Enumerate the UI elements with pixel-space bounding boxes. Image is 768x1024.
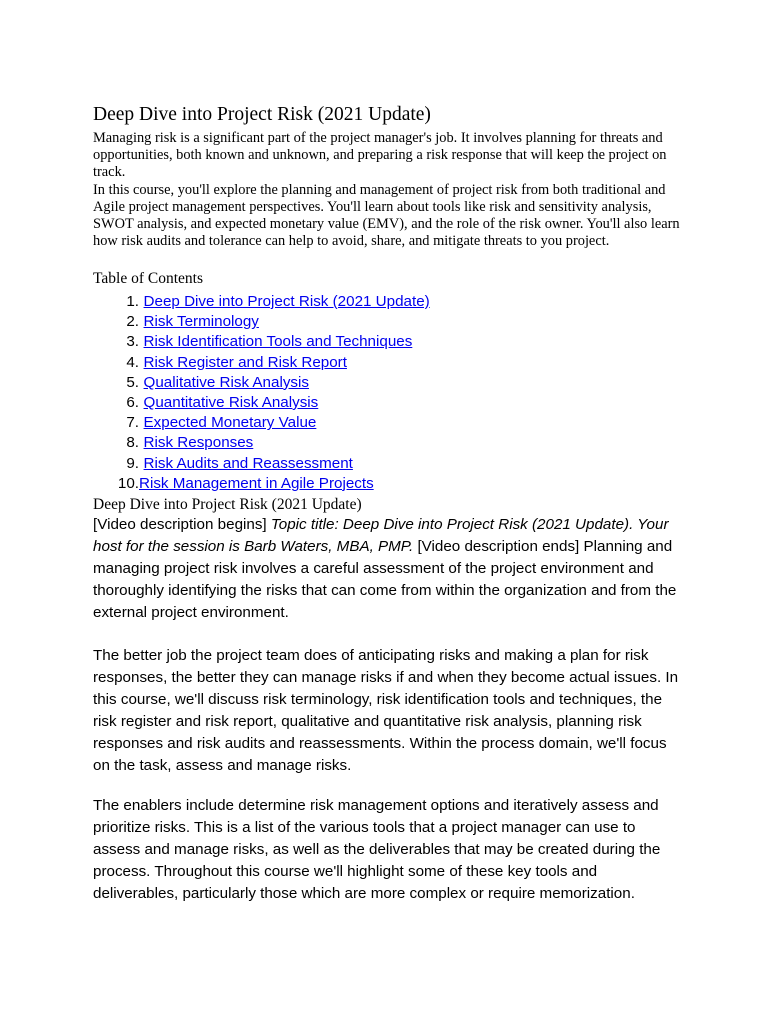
toc-item	[93, 373, 430, 393]
toc-item	[93, 353, 430, 373]
toc-item-number: 4.	[126, 353, 139, 371]
video-description-end: [Video description ends]	[417, 537, 580, 555]
video-topic: Topic title: Deep Dive into Project Risk (2021 Update). Your host for the session is Barb Waters, MBA, PMP.	[93, 516, 669, 555]
toc-item	[93, 433, 430, 453]
toc-link[interactable]: Risk Audits and Reassessment	[143, 454, 353, 472]
toc-item-number: 8.	[126, 434, 139, 452]
toc-item-number: 9.	[126, 454, 139, 472]
toc-link[interactable]: Risk Management in Agile Projects	[139, 474, 374, 492]
toc-item-number: 7.	[126, 414, 139, 432]
toc-link[interactable]: Risk Terminology	[143, 313, 259, 331]
toc-item	[93, 474, 430, 494]
intro-paragraph-1: Managing risk is a significant part of the project manager's job. It involves planning for threats and opportunities, both known and unknown, and preparing a risk response that will keep the project on track.	[93, 130, 667, 180]
toc-link[interactable]: Expected Monetary Value	[143, 414, 317, 432]
toc-item	[93, 413, 430, 433]
section-paragraph-2: The better job the project team does of anticipating risks and making a plan for risk responses, the better they can manage risks if and when they become actual issues. In this course, we'll discuss risk terminology, risk identification tools and techniques, the risk register and risk report, qualitative and quantitative risk analysis, planning risk responses and risk audits and reassessments. Within the process domain, we'll focus on the task, assess and manage risks.	[93, 647, 679, 774]
document-title: Deep Dive into Project Risk (2021 Update)	[93, 104, 431, 125]
toc-item	[93, 312, 430, 332]
section-paragraph-3: The enablers include determine risk management options and iteratively assess and prioritize risks. This is a list of the various tools that a project manager can use to assess and manage risks, as well as the deliverables that may be created during the process. Throughout this course we'll highlight some of these key tools and deliverables, particularly those which are more complex or require memorization.	[93, 797, 661, 902]
toc-link[interactable]: Risk Identification Tools and Techniques	[143, 333, 413, 351]
toc-item	[93, 292, 430, 312]
toc-link[interactable]: Quantitative Risk Analysis	[143, 393, 319, 411]
toc-item-number: 5.	[126, 373, 139, 391]
toc-item	[93, 393, 430, 413]
section-paragraph-1	[93, 514, 683, 624]
toc-link[interactable]: Qualitative Risk Analysis	[143, 373, 309, 391]
paragraph-text: Planning and managing project risk involves a careful assessment of the project environment and thoroughly identifying the risks that can come from within the organization and from the external project environment.	[93, 537, 677, 621]
toc-item-number: 3.	[126, 333, 139, 351]
table-of-contents	[93, 292, 430, 494]
intro-paragraph-2: In this course, you'll explore the planning and management of project risk from both traditional and Agile project management perspectives. You'll learn about tools like risk and sensitivity analysis, SWOT analysis, and expected monetary value (EMV), and the role of the risk owner. You'll also learn how risk audits and tolerance can help to avoid, share, and mitigate threats to you project.	[93, 182, 680, 249]
toc-link[interactable]: Deep Dive into Project Risk (2021 Update)	[143, 293, 430, 310]
toc-item-number: 10.	[117, 474, 139, 492]
toc-item	[93, 332, 430, 352]
toc-link[interactable]: Risk Responses	[143, 434, 254, 452]
toc-item-number: 1.	[126, 293, 139, 310]
video-description-begin: [Video description begins]	[93, 516, 267, 533]
toc-item-number: 2.	[126, 313, 139, 331]
section-title: Deep Dive into Project Risk (2021 Update)	[93, 496, 362, 513]
toc-item-number: 6.	[126, 393, 139, 411]
toc-heading: Table of Contents	[93, 270, 203, 287]
toc-link[interactable]: Risk Register and Risk Report	[143, 353, 347, 371]
toc-item	[93, 454, 430, 474]
